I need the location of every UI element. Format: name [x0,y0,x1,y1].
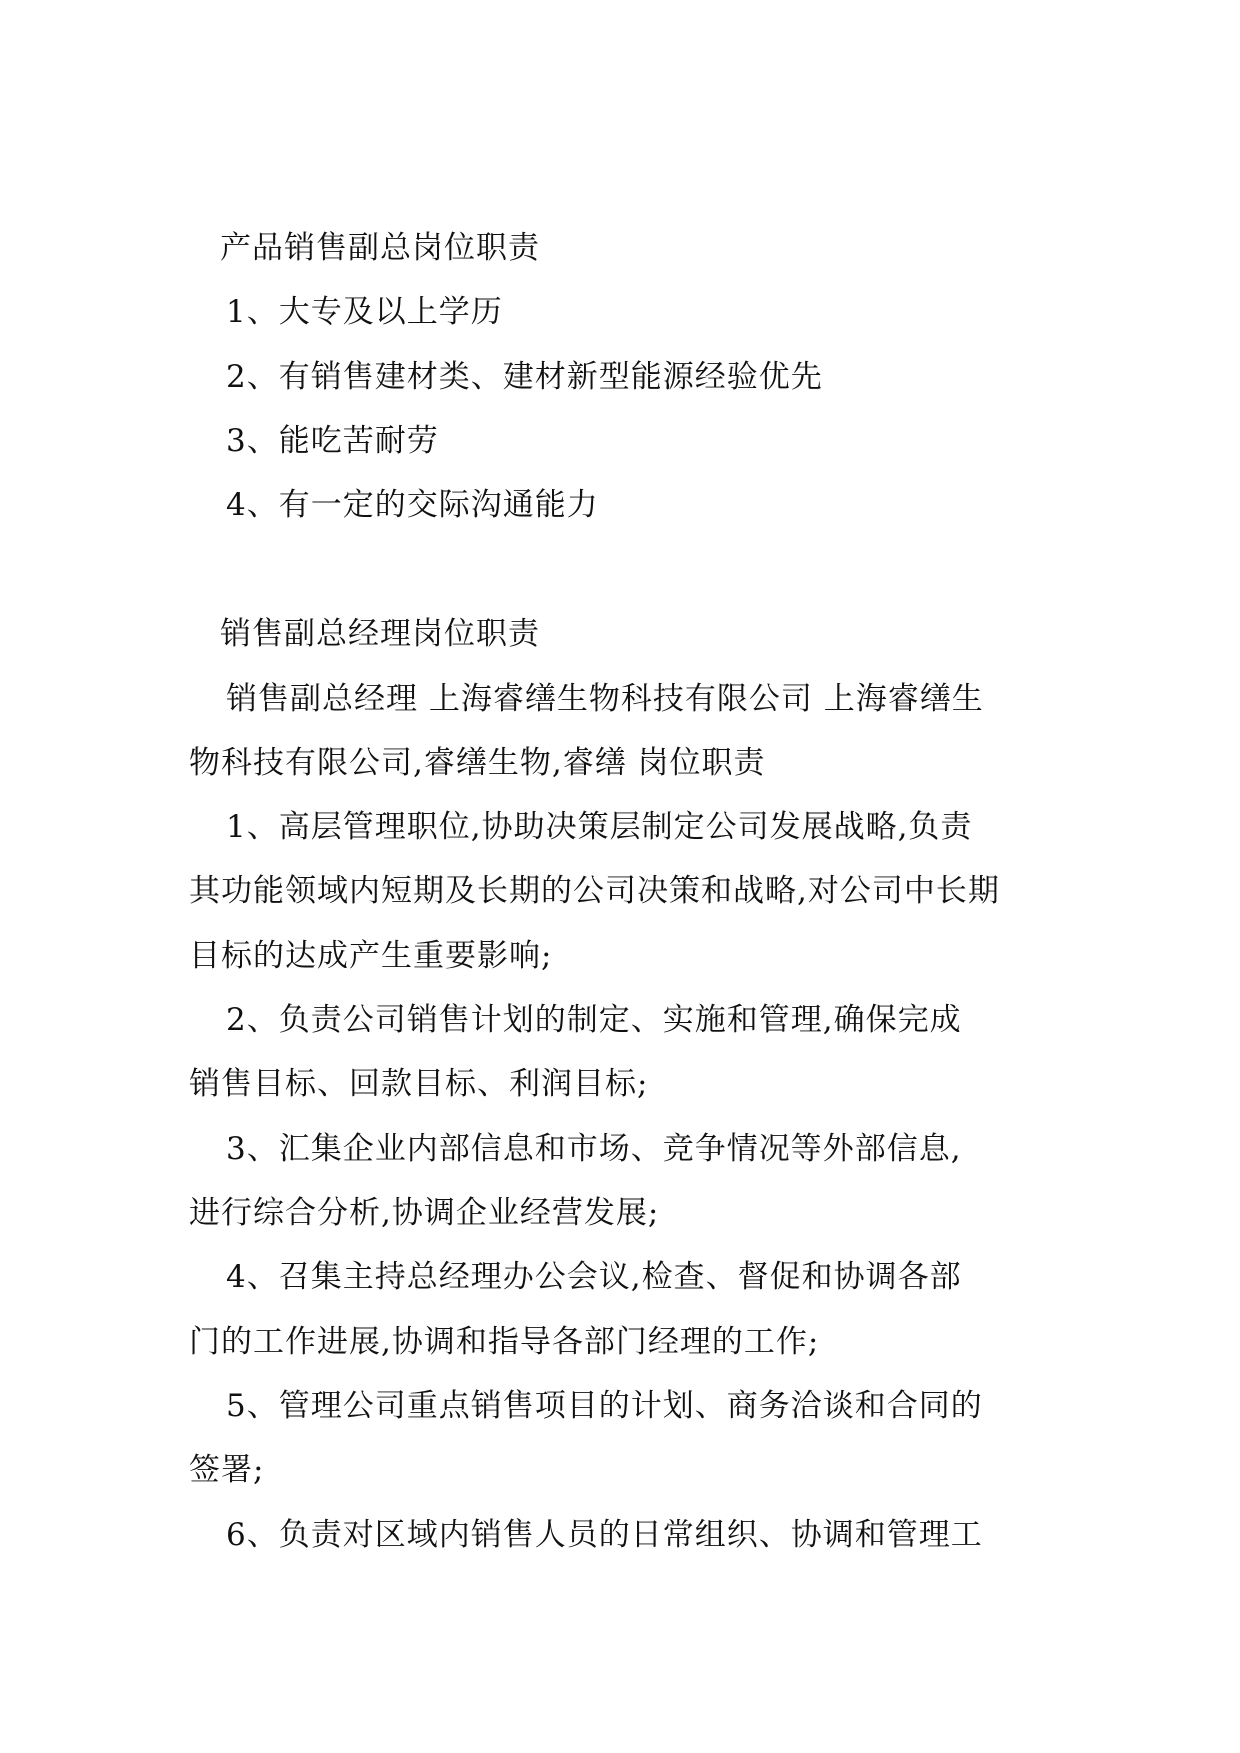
duty-5-line-1: 5、管理公司重点销售项目的计划、商务洽谈和合同的 [226,1388,983,1424]
requirement-item-4: 4、有一定的交际沟通能力 [226,487,599,523]
duty-3-line-2: 进行综合分析,协调企业经营发展; [189,1195,660,1231]
duty-3-line-1: 3、汇集企业内部信息和市场、竞争情况等外部信息, [226,1131,962,1167]
requirement-item-3: 3、能吃苦耐劳 [226,423,439,459]
duty-5-line-2: 签署; [189,1452,265,1488]
duty-2-line-2: 销售目标、回款目标、利润目标; [189,1066,649,1102]
duty-6-line-1: 6、负责对区域内销售人员的日常组织、协调和管理工 [226,1517,983,1553]
duty-4-line-2: 门的工作进展,协调和指导各部门经理的工作; [189,1324,820,1360]
intro-line-1: 销售副总经理 上海睿缮生物科技有限公司 上海睿缮生 [226,681,984,717]
duty-1-line-2: 其功能领域内短期及长期的公司决策和战略,对公司中长期 [189,873,1000,909]
duty-1-line-1: 1、高层管理职位,协助决策层制定公司发展战略,负责 [226,809,973,845]
requirement-item-2: 2、有销售建材类、建材新型能源经验优先 [226,359,823,395]
intro-line-2: 物科技有限公司,睿缮生物,睿缮 岗位职责 [189,745,766,781]
requirement-item-1: 1、大专及以上学历 [226,294,503,330]
duty-2-line-1: 2、负责公司销售计划的制定、实施和管理,确保完成 [226,1002,962,1038]
duty-4-line-1: 4、召集主持总经理办公会议,检查、督促和协调各部 [226,1259,962,1295]
section-title-product-sales-vp: 产品销售副总岗位职责 [220,230,540,266]
section-title-sales-vp: 销售副总经理岗位职责 [220,616,540,652]
duty-1-line-3: 目标的达成产生重要影响; [189,938,553,974]
